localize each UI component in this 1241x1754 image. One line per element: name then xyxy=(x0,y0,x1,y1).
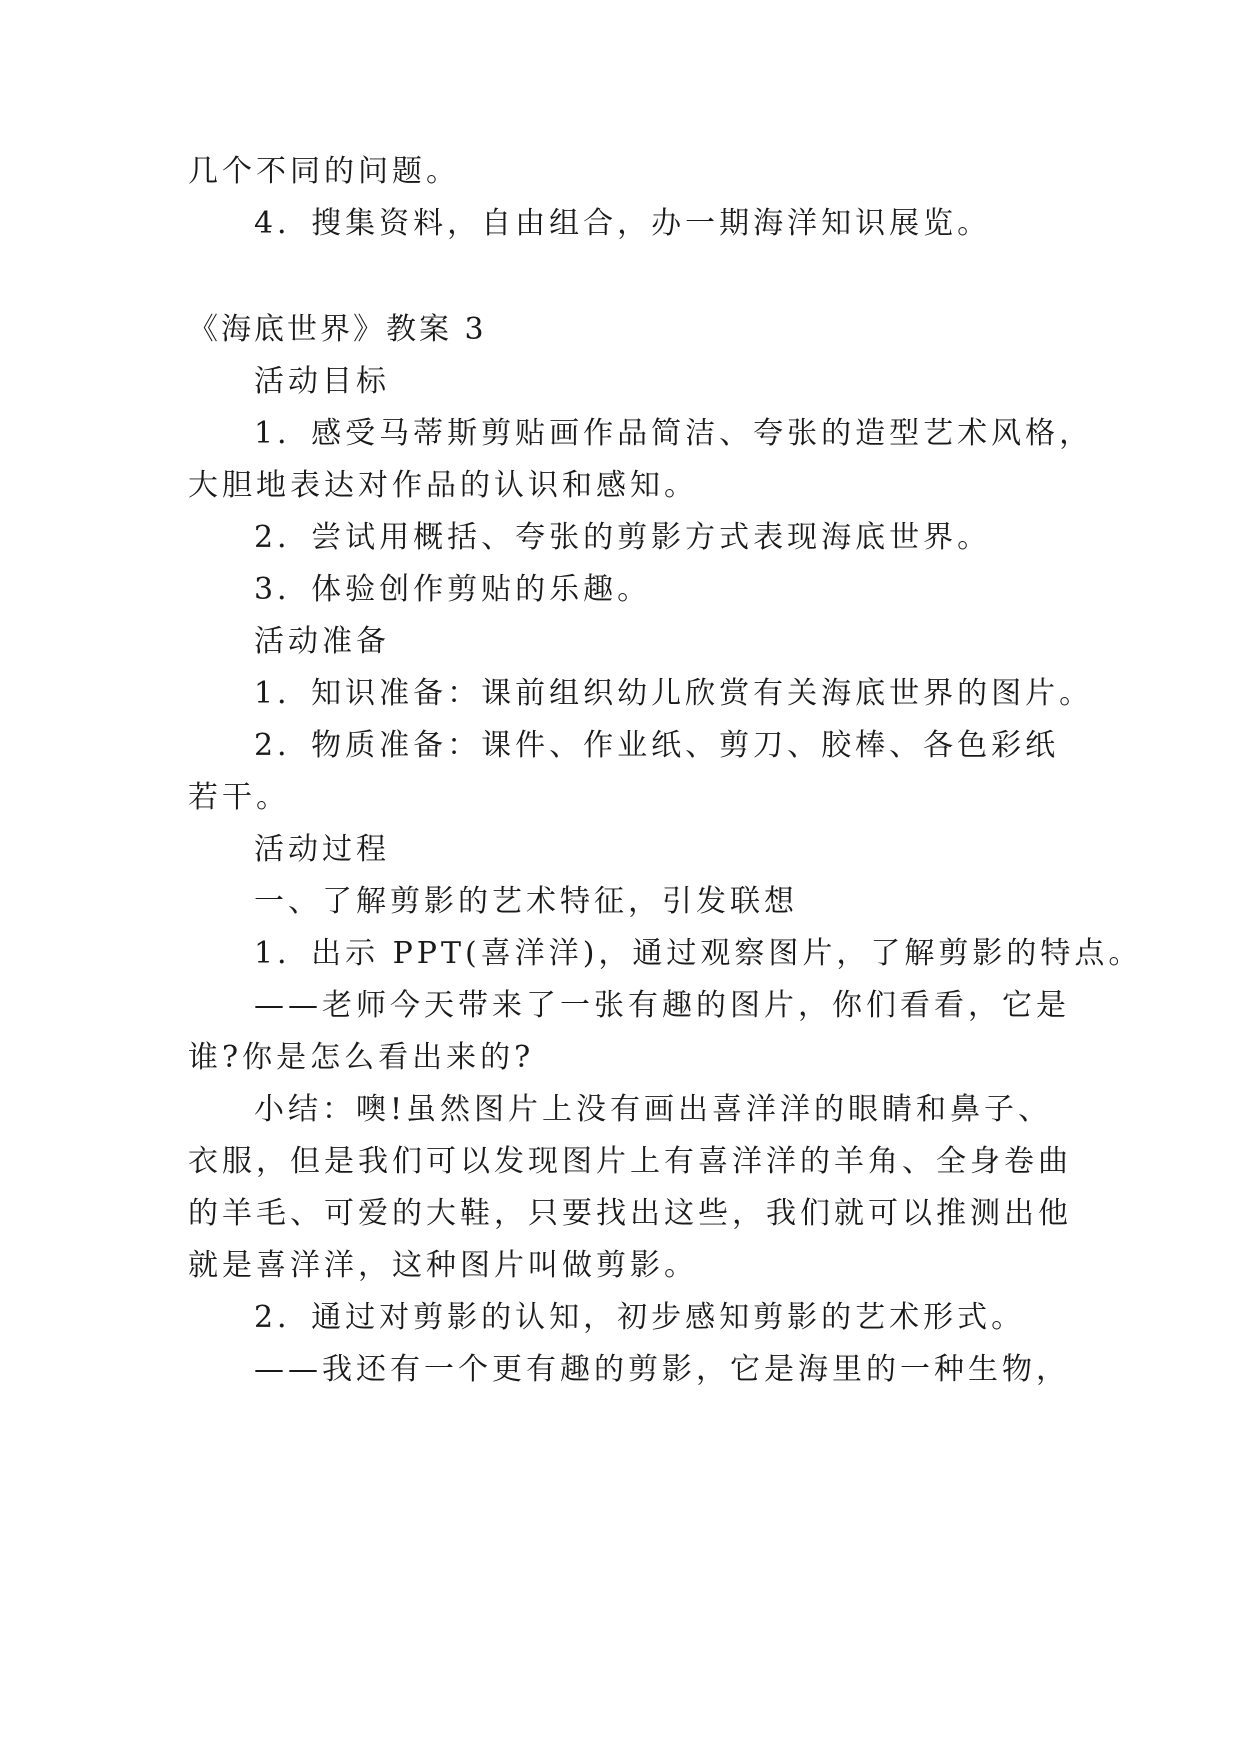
subheading-goals: 活动目标 xyxy=(254,364,390,399)
section-title: 《海底世界》教案 3 xyxy=(188,312,487,347)
summary-paragraph: 小结：噢!虽然图片上没有画出喜洋洋的眼睛和鼻子、 xyxy=(254,1092,1053,1127)
list-item: 2．尝试用概括、夸张的剪影方式表现海底世界。 xyxy=(254,520,992,555)
paragraph-continuation: 的羊毛、可爱的大鞋，只要找出这些，我们就可以推测出他 xyxy=(188,1196,1072,1231)
step-heading: 一、了解剪影的艺术特征，引发联想 xyxy=(254,884,798,919)
paragraph-continuation: 谁?你是怎么看出来的? xyxy=(188,1040,535,1075)
paragraph-continuation: 就是喜洋洋，这种图片叫做剪影。 xyxy=(188,1248,698,1283)
list-item: 1．出示 PPT(喜洋洋)，通过观察图片，了解剪影的特点。 xyxy=(254,936,1143,971)
list-item: 1．知识准备：课前组织幼儿欣赏有关海底世界的图片。 xyxy=(254,676,1094,711)
dialogue-line: ——我还有一个更有趣的剪影，它是海里的一种生物， xyxy=(254,1352,1070,1387)
subheading-process: 活动过程 xyxy=(254,832,390,867)
paragraph-continuation: 若干。 xyxy=(188,780,290,815)
list-item: 2．通过对剪影的认知，初步感知剪影的艺术形式。 xyxy=(254,1300,1026,1335)
paragraph-continuation: 大胆地表达对作品的认识和感知。 xyxy=(188,468,698,503)
list-item: 1．感受马蒂斯剪贴画作品简洁、夸张的造型艺术风格， xyxy=(254,416,1094,451)
paragraph-continuation: 衣服，但是我们可以发现图片上有喜洋洋的羊角、全身卷曲 xyxy=(188,1144,1072,1179)
list-item: 2．物质准备：课件、作业纸、剪刀、胶棒、各色彩纸 xyxy=(254,728,1060,763)
subheading-preparation: 活动准备 xyxy=(254,624,390,659)
list-item: 4．搜集资料，自由组合，办一期海洋知识展览。 xyxy=(254,206,992,241)
dialogue-line: ——老师今天带来了一张有趣的图片，你们看看，它是 xyxy=(254,988,1070,1023)
list-item: 3．体验创作剪贴的乐趣。 xyxy=(254,572,652,607)
paragraph-continuation: 几个不同的问题。 xyxy=(188,154,460,189)
